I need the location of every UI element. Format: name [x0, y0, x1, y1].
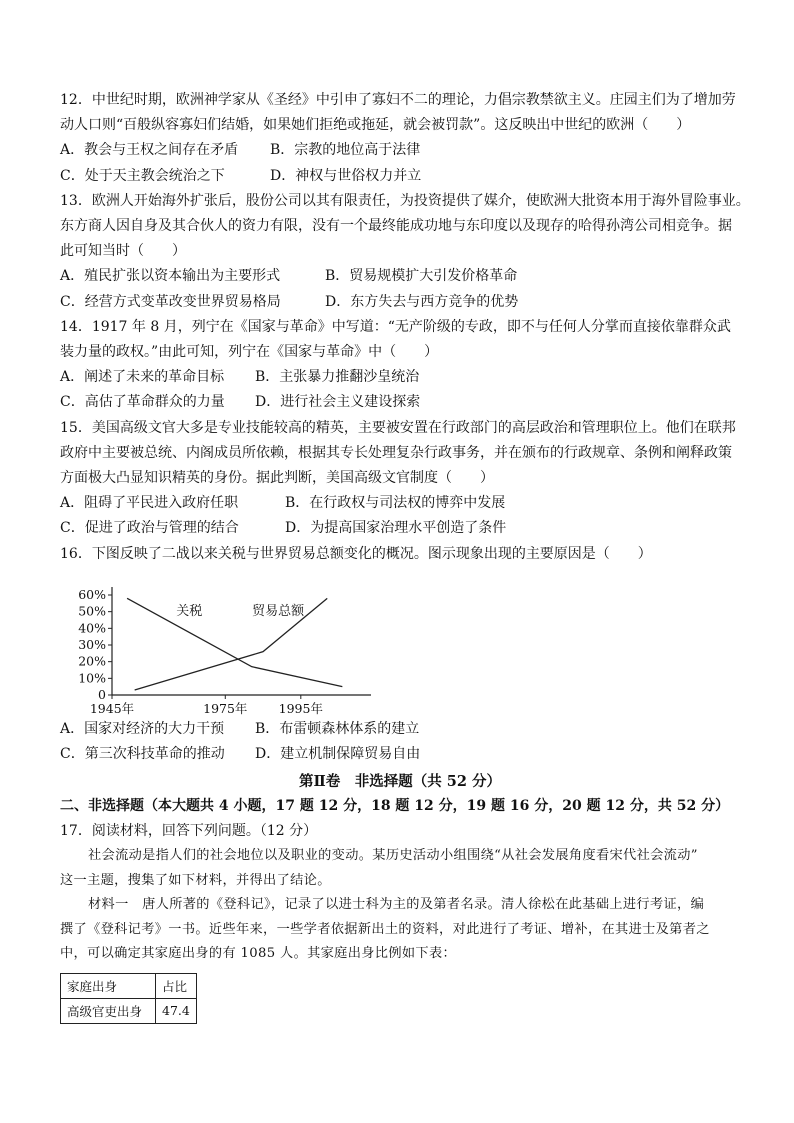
q15-option-b: B．在行政权与司法权的博弈中发展 [285, 495, 506, 512]
q16-option-c: C．第三次科技革命的推动 [60, 746, 225, 763]
q14-option-d: D．进行社会主义建设探索 [255, 394, 421, 411]
x-axis-ticks [90, 695, 323, 716]
q13-option-d: D．东方失去与西方竞争的优势 [325, 293, 519, 310]
series-label-1: 贸易总额 [252, 603, 305, 619]
y-tick-label: 60% [78, 586, 106, 602]
series-labels [176, 603, 305, 619]
table-row [61, 998, 197, 1023]
q17-stem: 17．阅读材料，回答下列问题。（12 分） [60, 823, 318, 840]
q15-option-a: A．阻碍了平民进入政府任职 [60, 495, 239, 512]
part-2-heading: 二、非选择题（本大题共 4 小题，17 题 12 分，18 题 12 分，19 题 16 分，20 题 12 分，共 52 分） [60, 798, 730, 815]
series-line-0 [127, 598, 342, 686]
question-13 [60, 189, 750, 315]
question-14 [60, 315, 740, 416]
q17-material1-line-1: 材料一 唐人所著的《登科记》，记录了以进士科为主的及第者名录。清人徐松在此基础上进行考证，编 [88, 897, 705, 913]
y-tick-label: 40% [78, 620, 106, 636]
q12-option-a: A．教会与王权之间存在矛盾 [60, 142, 239, 159]
q12-option-c: C．处于天主教会统治之下 [60, 167, 225, 184]
q17-intro-line-1: 社会流动是指人们的社会地位以及职业的变动。某历史活动小组围绕“从社会发展角度看宋代社会流动” [88, 848, 698, 864]
q16-option-a: A．国家对经济的大力干预 [60, 720, 225, 737]
series-lines [127, 598, 342, 690]
question-12 [60, 88, 740, 189]
q14-option-a: A．阐述了未来的革命目标 [60, 369, 225, 386]
x-tick-label: 1945年 [89, 700, 135, 716]
q14-option-c: C．高估了革命群众的力量 [60, 394, 225, 411]
q12-stem-line-2: 动人口则“百般纵容寡妇们结婚，如果她们拒绝或拖延，就会被罚款”。这反映出中世纪的欧洲（ ） [60, 117, 691, 134]
q15-option-d: D．为提高国家治理水平创造了条件 [285, 520, 507, 537]
q12-option-b: B．宗教的地位高于法律 [270, 142, 421, 159]
q17-material1-line-3: 中，可以确定其家庭出身的有 1085 人。其家庭出身比例如下表： [60, 946, 457, 962]
y-tick-label: 0 [98, 686, 106, 702]
exam-page [60, 88, 750, 1024]
table-header-share: 占比 [156, 973, 197, 998]
q12-option-d: D．神权与世俗权力并立 [270, 167, 422, 184]
series-label-0: 关税 [176, 603, 203, 619]
q14-stem-line-2: 装力量的政权。”由此可知，列宁在《国家与革命》中（ ） [60, 344, 439, 361]
q14-stem-line-1: 14．1917 年 8 月，列宁在《国家与革命》中写道：“无产阶级的专政，即不与任何人分掌而直接依靠群众武 [60, 318, 731, 335]
x-tick-label: 1995年 [278, 700, 323, 716]
part-2-title: 第Ⅱ卷 非选择题（共 52 分） [299, 773, 501, 791]
y-tick-label: 50% [78, 603, 106, 619]
q16-stem-line-1: 16．下图反映了二战以来关税与世界贸易总额变化的概况。图示现象出现的主要原因是（ ） [60, 545, 652, 562]
q13-option-c: C．经营方式变革改变世界贸易格局 [60, 293, 281, 310]
question-15 [60, 416, 740, 542]
table-header-row [61, 973, 197, 998]
table-cell-share: 47.4 [156, 998, 197, 1023]
y-tick-label: 20% [78, 653, 106, 669]
q16-option-d: D．建立机制保障贸易自由 [255, 746, 421, 763]
q13-stem-line-3: 此可知当时（ ） [60, 243, 186, 260]
question-17 [60, 819, 740, 1024]
y-tick-label: 10% [78, 670, 106, 686]
question-16 [60, 542, 740, 768]
q14-option-b: B．主张暴力推翻沙皇统治 [255, 369, 420, 386]
tariff-trade-chart [60, 577, 380, 717]
chart-svg [60, 577, 380, 717]
q17-material1-line-2: 撰了《登科记考》一书。近些年来，一些学者依据新出土的资料，对此进行了考证、增补，在其进士及第者之 [60, 921, 710, 937]
q13-option-b: B．贸易规模扩大引发价格革命 [325, 268, 518, 285]
q15-stem-line-3: 方面极大凸显知识精英的身份。据此判断，美国高级文官制度（ ） [60, 470, 494, 487]
q13-stem-line-2: 东方商人因自身及其合伙人的资力有限，没有一个最终能成功地与东印度以及现存的哈得孙湾公司相竞争。据 [60, 218, 732, 235]
table-header-origin: 家庭出身 [61, 973, 156, 998]
y-axis-ticks [78, 587, 112, 702]
q15-stem-line-2: 政府中主要被总统、内阁成员所依赖，根据其专长处理复杂行政事务，并在颁布的行政规章、条例和阐释政策 [60, 444, 732, 461]
q13-stem-line-1: 13．欧洲人开始海外扩张后，股份公司以其有限责任，为投资提供了媒介，使欧洲大批资本用于海外冒险事业。 [60, 192, 750, 209]
x-tick-label: 1975年 [203, 700, 248, 716]
q15-option-c: C．促进了政治与管理的结合 [60, 520, 239, 537]
family-origin-table [60, 973, 197, 1024]
y-tick-label: 30% [78, 636, 106, 652]
q16-option-b: B．布雷顿森林体系的建立 [255, 720, 420, 737]
q17-intro-line-2: 这一主题，搜集了如下材料，并得出了结论。 [60, 872, 331, 888]
table-cell-origin: 高级官吏出身 [61, 998, 156, 1023]
q15-stem-line-1: 15．美国高级文官大多是专业技能较高的精英，主要被安置在行政部门的高层政治和管理职位上。他们在联邦 [60, 419, 736, 436]
q12-stem-line-1: 12．中世纪时期，欧洲神学家从《圣经》中引申了寡妇不二的理论，力倡宗教禁欲主义。庄园主们为了增加劳 [60, 92, 736, 108]
q13-option-a: A．殖民扩张以资本输出为主要形式 [60, 268, 281, 285]
